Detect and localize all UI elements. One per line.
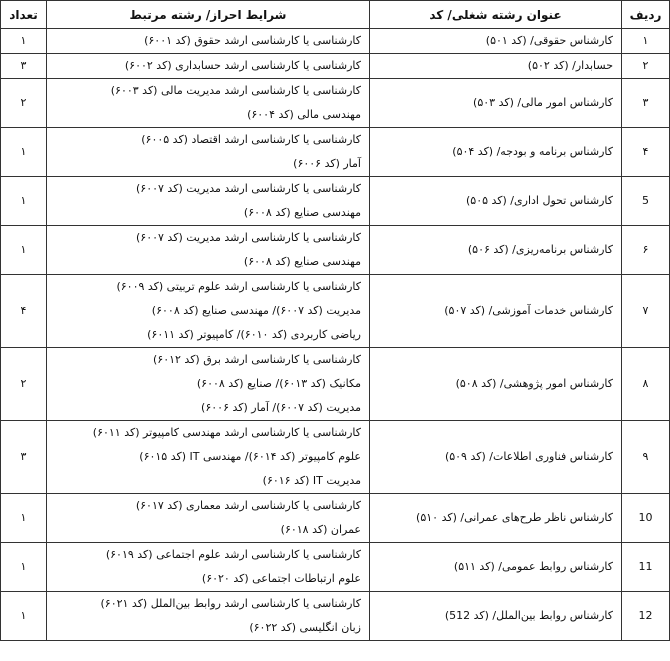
job-title-cell: کارشناس ناظر طرح‌های عمرانی/ (کد ۵۱۰) bbox=[370, 494, 622, 543]
job-title-cell: کارشناس برنامه و بودجه/ (کد ۵۰۴) bbox=[370, 128, 622, 177]
requirement-line: مهندسی صنایع (کد ۶۰۰۸) bbox=[243, 206, 361, 219]
requirement-line: کارشناسی یا کارشناسی ارشد برق (کد ۶۰۱۲) bbox=[152, 353, 361, 366]
requirement-line: کارشناسی یا کارشناسی ارشد اقتصاد (کد ۶۰۰۵) bbox=[141, 133, 361, 146]
requirement-line: کارشناسی یا کارشناسی ارشد مهندسی کامپیوتر (کد ۶۰۱۱) bbox=[92, 426, 361, 439]
count-cell: ۲ bbox=[1, 348, 47, 421]
job-title-cell: کارشناس تحول اداری/ (کد ۵۰۵) bbox=[370, 177, 622, 226]
requirements-cell bbox=[47, 177, 370, 226]
requirement-line: کارشناسی یا کارشناسی ارشد مدیریت (کد ۶۰۰۷) bbox=[136, 231, 361, 244]
requirement-line: کارشناسی یا کارشناسی ارشد روابط بین‌الملل (کد ۶۰۲۱) bbox=[100, 597, 361, 610]
requirement-line: مهندسی صنایع (کد ۶۰۰۸) bbox=[243, 255, 361, 268]
count-cell: ۱ bbox=[1, 592, 47, 641]
requirement-line: مکانیک (کد ۶۰۱۳)/ صنایع (کد ۶۰۰۸) bbox=[196, 377, 361, 390]
row-number-cell: ۴ bbox=[622, 128, 670, 177]
row-number-cell: ۹ bbox=[622, 421, 670, 494]
requirements-cell bbox=[47, 29, 370, 54]
row-number-cell: 5 bbox=[622, 177, 670, 226]
job-title-cell: کارشناس امور پژوهشی/ (کد ۵۰۸) bbox=[370, 348, 622, 421]
job-title-cell: کارشناس حقوقی/ (کد ۵۰۱) bbox=[370, 29, 622, 54]
requirement-line: علوم کامپیوتر (کد ۶۰۱۴)/ مهندسی IT (کد ۶۰۱۵) bbox=[139, 450, 361, 463]
row-number-cell: 11 bbox=[622, 543, 670, 592]
requirements-cell bbox=[47, 348, 370, 421]
job-title-cell: کارشناس روابط عمومی/ (کد ۵۱۱) bbox=[370, 543, 622, 592]
table-row bbox=[1, 421, 670, 494]
table-row bbox=[1, 128, 670, 177]
requirements-cell bbox=[47, 543, 370, 592]
row-number-cell: 12 bbox=[622, 592, 670, 641]
table-row bbox=[1, 592, 670, 641]
header-count: تعداد bbox=[1, 1, 47, 29]
count-cell: ۱ bbox=[1, 128, 47, 177]
count-cell: ۱ bbox=[1, 29, 47, 54]
requirements-cell bbox=[47, 79, 370, 128]
row-number-cell: ۶ bbox=[622, 226, 670, 275]
count-cell: ۳ bbox=[1, 421, 47, 494]
requirement-line: کارشناسی یا کارشناسی ارشد علوم تربیتی (کد ۶۰۰۹) bbox=[116, 280, 361, 293]
count-cell: ۳ bbox=[1, 54, 47, 79]
requirements-cell bbox=[47, 421, 370, 494]
count-cell: ۱ bbox=[1, 543, 47, 592]
table-row bbox=[1, 29, 670, 54]
job-title-cell: حسابدار/ (کد ۵۰۲) bbox=[370, 54, 622, 79]
requirement-line: زبان انگلیسی (کد ۶۰۲۲) bbox=[249, 621, 361, 634]
count-cell: ۲ bbox=[1, 79, 47, 128]
requirements-cell bbox=[47, 54, 370, 79]
requirements-cell bbox=[47, 494, 370, 543]
header-requirements: شرایط احراز/ رشته مرتبط bbox=[47, 1, 370, 29]
requirement-line: علوم ارتباطات اجتماعی (کد ۶۰۲۰) bbox=[201, 572, 361, 585]
row-number-cell: ۲ bbox=[622, 54, 670, 79]
table-body bbox=[1, 29, 670, 641]
job-title-cell: کارشناس روابط بین‌الملل/ (کد 512) bbox=[370, 592, 622, 641]
table-row bbox=[1, 494, 670, 543]
requirement-line: مدیریت (کد ۶۰۰۷)/ مهندسی صنایع (کد ۶۰۰۸) bbox=[151, 304, 361, 317]
table-row bbox=[1, 54, 670, 79]
job-title-cell: کارشناس برنامه‌ریزی/ (کد ۵۰۶) bbox=[370, 226, 622, 275]
job-title-cell: کارشناس خدمات آموزشی/ (کد ۵۰۷) bbox=[370, 275, 622, 348]
row-number-cell: 10 bbox=[622, 494, 670, 543]
requirement-line: مهندسی مالی (کد ۶۰۰۴) bbox=[247, 108, 361, 121]
requirement-line: کارشناسی یا کارشناسی ارشد حسابداری (کد ۶۰۰۲) bbox=[124, 59, 361, 72]
requirement-line: مدیریت (کد ۶۰۰۷)/ آمار (کد ۶۰۰۶) bbox=[201, 401, 361, 414]
table-header-row bbox=[1, 1, 670, 29]
table-row bbox=[1, 226, 670, 275]
row-number-cell: ۳ bbox=[622, 79, 670, 128]
header-row-number: ردیف bbox=[622, 1, 670, 29]
count-cell: ۱ bbox=[1, 226, 47, 275]
row-number-cell: ۷ bbox=[622, 275, 670, 348]
requirement-line: کارشناسی یا کارشناسی ارشد مدیریت مالی (کد ۶۰۰۳) bbox=[110, 84, 361, 97]
requirement-line: کارشناسی یا کارشناسی ارشد مدیریت (کد ۶۰۰۷) bbox=[136, 182, 361, 195]
job-title-cell: کارشناس امور مالی/ (کد ۵۰۳) bbox=[370, 79, 622, 128]
row-number-cell: ۱ bbox=[622, 29, 670, 54]
count-cell: ۱ bbox=[1, 494, 47, 543]
table-row bbox=[1, 275, 670, 348]
requirements-cell bbox=[47, 275, 370, 348]
requirement-line: کارشناسی یا کارشناسی ارشد علوم اجتماعی (کد ۶۰۱۹) bbox=[105, 548, 361, 561]
table-row bbox=[1, 177, 670, 226]
table-row bbox=[1, 543, 670, 592]
table-row bbox=[1, 79, 670, 128]
row-number-cell: ۸ bbox=[622, 348, 670, 421]
requirement-line: مدیریت IT (کد ۶۰۱۶) bbox=[262, 474, 361, 487]
requirement-line: کارشناسی یا کارشناسی ارشد حقوق (کد ۶۰۰۱) bbox=[144, 34, 361, 47]
requirement-line: ریاضی کاربردی (کد ۶۰۱۰)/ کامپیوتر (کد ۶۰۱۱) bbox=[147, 328, 361, 341]
requirement-line: کارشناسی یا کارشناسی ارشد معماری (کد ۶۰۱۷) bbox=[135, 499, 361, 512]
requirements-cell bbox=[47, 128, 370, 177]
requirement-line: آمار (کد ۶۰۰۶) bbox=[293, 157, 361, 170]
requirement-line: عمران (کد ۶۰۱۸) bbox=[280, 523, 361, 536]
header-job-title: عنوان رشته شغلی/ کد bbox=[370, 1, 622, 29]
table-row bbox=[1, 348, 670, 421]
job-title-cell: کارشناس فناوری اطلاعات/ (کد ۵۰۹) bbox=[370, 421, 622, 494]
count-cell: ۴ bbox=[1, 275, 47, 348]
requirements-cell bbox=[47, 592, 370, 641]
count-cell: ۱ bbox=[1, 177, 47, 226]
requirements-cell bbox=[47, 226, 370, 275]
